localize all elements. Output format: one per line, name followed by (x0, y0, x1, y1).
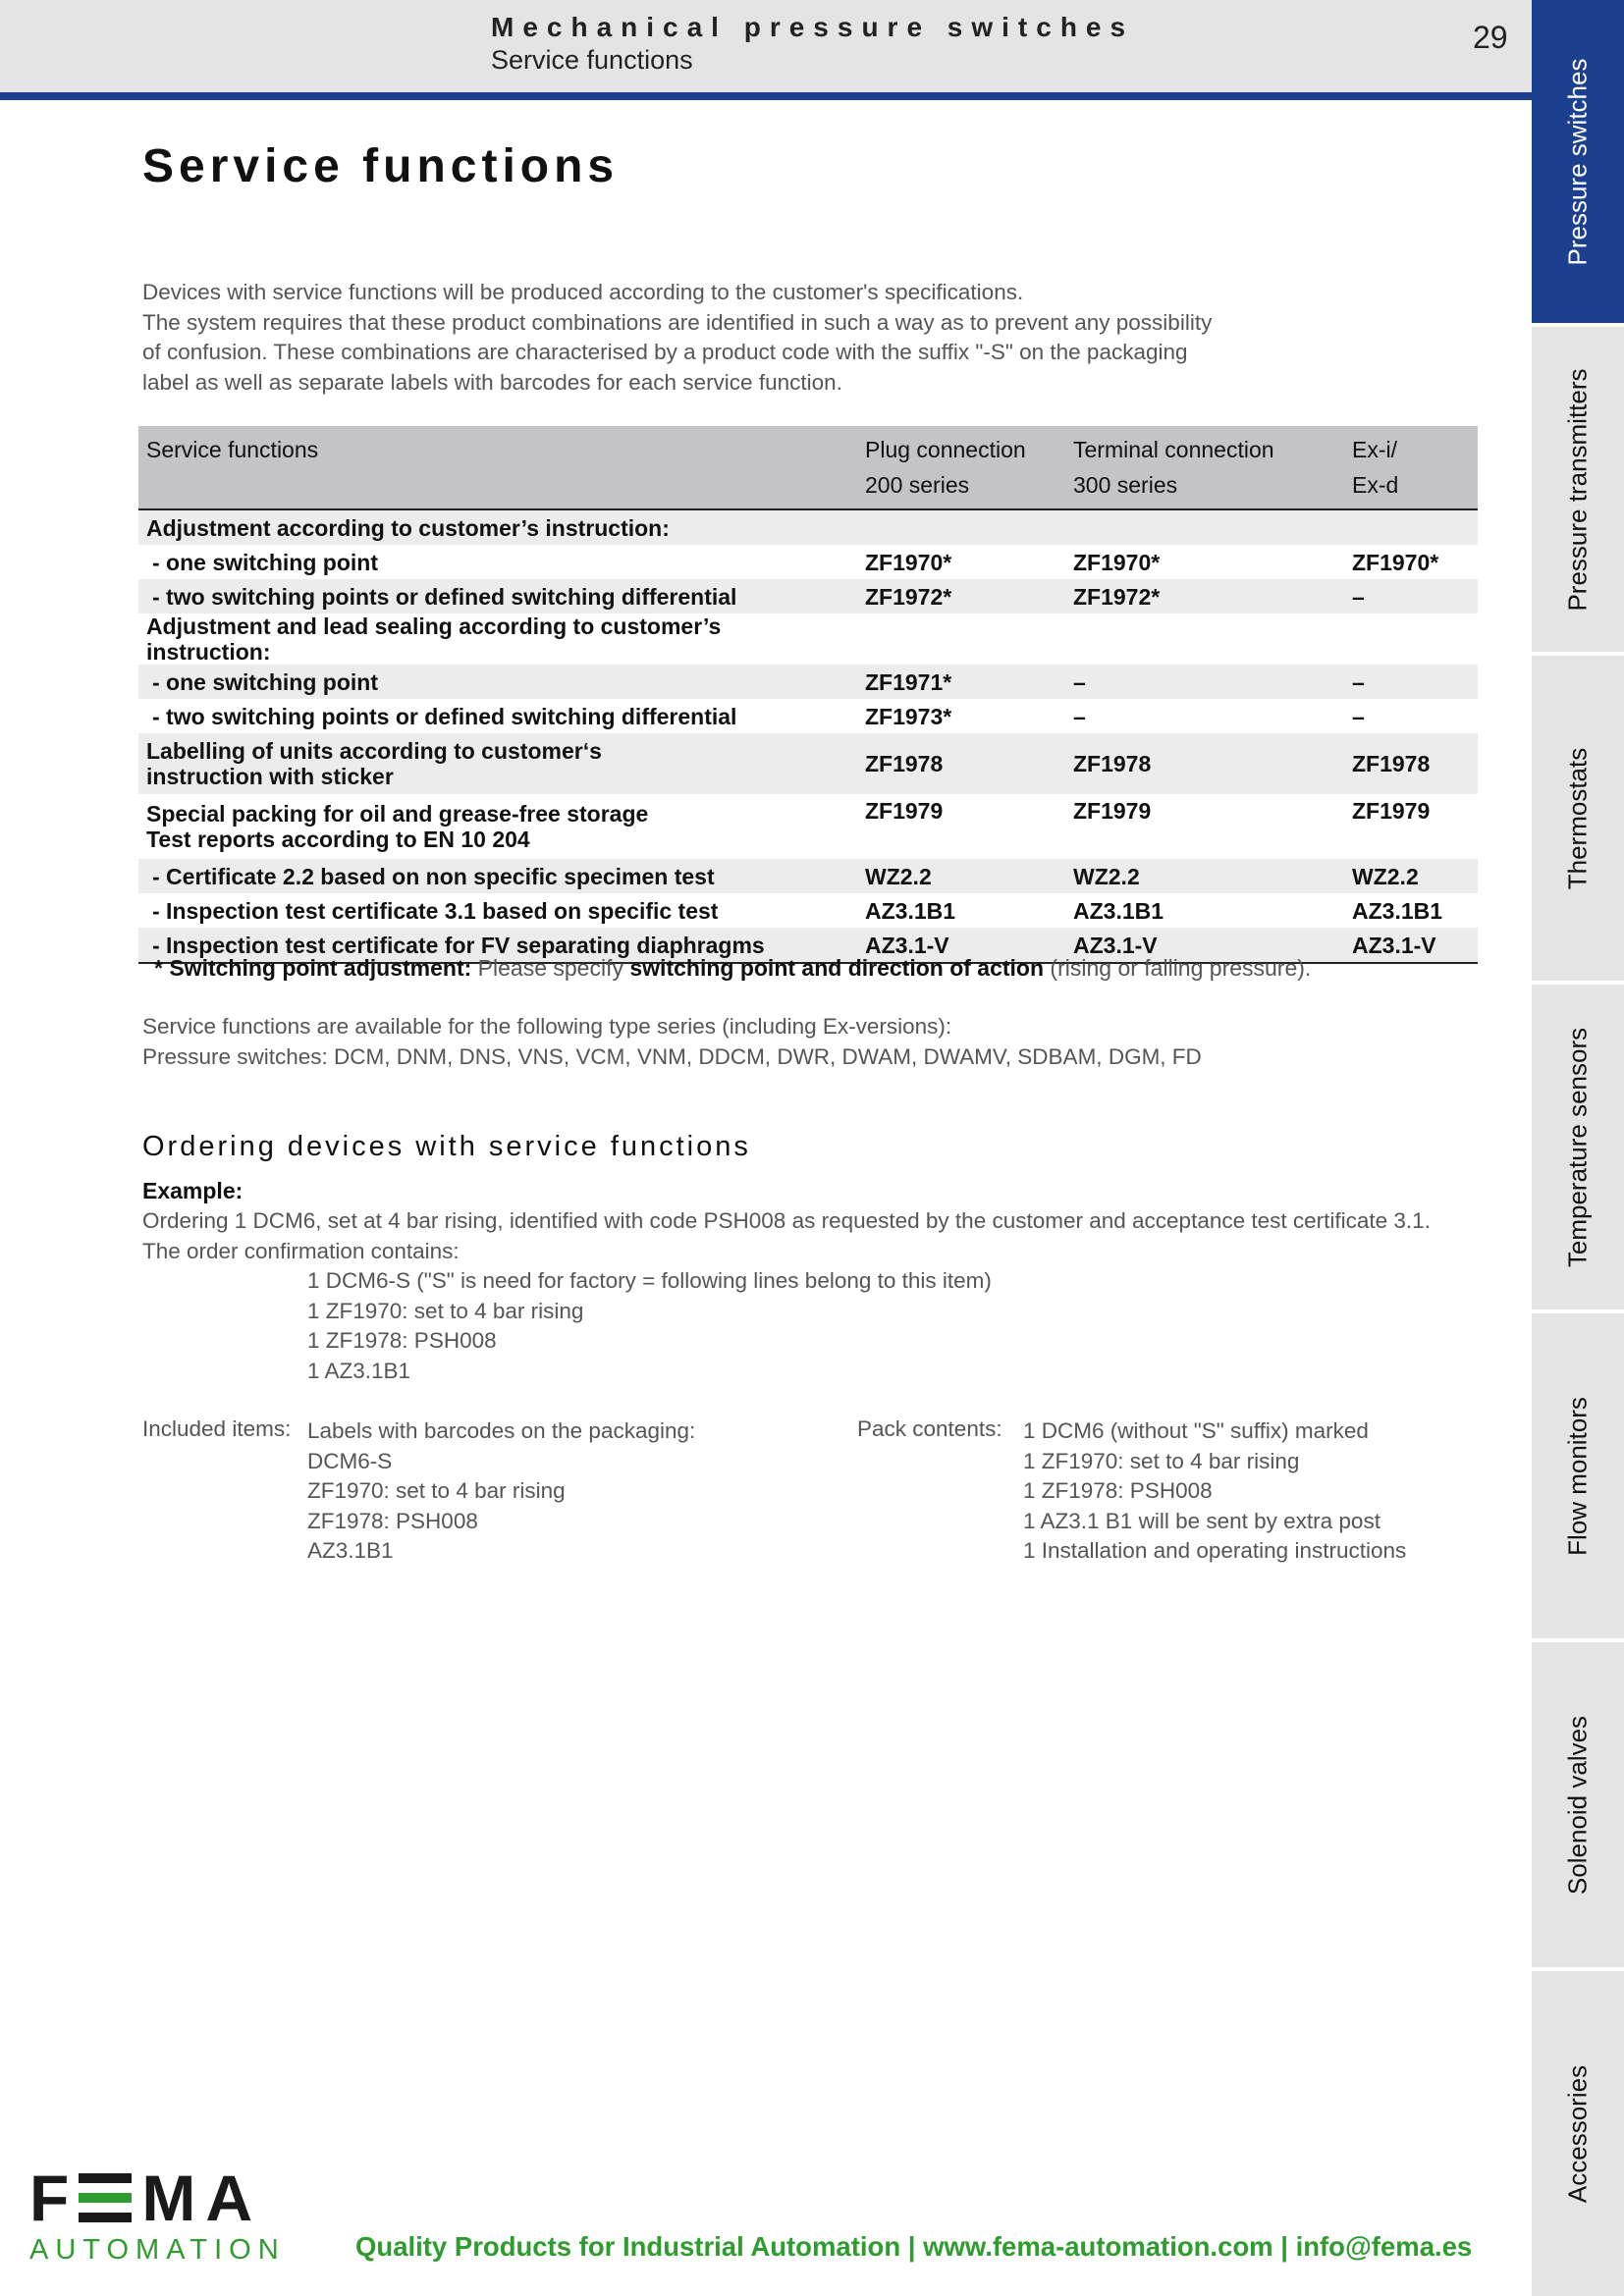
availability-paragraph: Service functions are available for the following type series (including Ex-versions): Pressure switches: DCM, DNM, DNS, VNS, VCM, VNM, DDCM, DWR, DWAM, DWAMV, SDBAM, DGM, FD (142, 1014, 1202, 1069)
pack-contents-label: Pack contents: (857, 1416, 1002, 1441)
pack-contents-list: 1 DCM6 (without "S" suffix) marked 1 ZF1970: set to 4 bar rising 1 ZF1978: PSH008 1 AZ3.1 B1 will be sent by extra post 1 Installation and operating instructions (1023, 1418, 1407, 1563)
page-header (0, 0, 1532, 92)
order-confirmation-lines: 1 DCM6-S ("S" is need for factory = following lines belong to this item) 1 ZF1970: set to 4 bar rising 1 ZF1978: PSH008 1 AZ3.1B1 (307, 1268, 992, 1383)
column-header-service-functions: Service functions (138, 426, 857, 509)
side-tab-pressure-switches[interactable]: Pressure switches (1532, 0, 1624, 327)
page-title: Service functions (142, 140, 620, 192)
service-functions-table (138, 426, 1478, 964)
table-row: - one switching point ZF1970* ZF1970* ZF1970* (152, 549, 1439, 575)
table-row: - Certificate 2.2 based on non specific specimen test WZ2.2 WZ2.2 WZ2.2 (138, 859, 1478, 893)
side-tab-thermostats[interactable]: Thermostats (1532, 656, 1624, 985)
table-row: - two switching points or defined switching differential ZF1972* ZF1972* – (138, 579, 1478, 614)
ordering-section-title: Ordering devices with service functions (142, 1131, 751, 1162)
header-divider (0, 92, 1532, 100)
header-title: Mechanical pressure switches (491, 12, 1135, 42)
table-row: - Inspection test certificate for FV separating diaphragms AZ3.1-V AZ3.1-V AZ3.1-V (138, 928, 1478, 963)
table-header-row (138, 426, 1478, 509)
side-tab-pressure-transmitters[interactable]: Pressure transmitters (1532, 327, 1624, 656)
table-row: Special packing for oil and grease-free storage Test reports according to EN 10 204 ZF1979 ZF1979 ZF1979 (146, 798, 1431, 852)
side-tab-temperature-sensors[interactable]: Temperature sensors (1532, 985, 1624, 1313)
side-tab-nav (1532, 0, 1624, 2296)
footer-tagline: Quality Products for Industrial Automation | www.fema-automation.com | info@fema.es (355, 2231, 1473, 2262)
table-row: Labelling of units according to customer‘s instruction with sticker ZF1978 ZF1978 ZF1978 (138, 733, 1478, 794)
column-header-plug-connection: Plug connection 200 series (857, 426, 1065, 509)
example-label: Example: (142, 1178, 244, 1203)
header-subtitle: Service functions (491, 45, 693, 75)
table-row: - two switching points or defined switching differential ZF1973* – – (152, 703, 1365, 729)
side-tab-accessories[interactable]: Accessories (1532, 1971, 1624, 2296)
intro-paragraph: Devices with service functions will be produced according to the customer's specifications. The system requires that these product combinations are identified in such a way as to prevent any possibility of confusion. These combinations are characterised by a product code with the suffix "-S" on the packaging label as well as separate labels with barcodes for each service function. (142, 280, 1213, 395)
logo-subtitle: AUTOMATION (29, 2234, 286, 2266)
page-number: 29 (1473, 20, 1508, 55)
table-row: - one switching point ZF1971* – – (138, 665, 1478, 699)
table-row: - Inspection test certificate 3.1 based on specific test AZ3.1B1 AZ3.1B1 AZ3.1B1 (152, 897, 1443, 924)
table-row: Adjustment and lead sealing according to customer’s instruction: (146, 614, 722, 665)
included-items-list: Labels with barcodes on the packaging: DCM6-S ZF1970: set to 4 bar rising ZF1978: PSH008 AZ3.1B1 (307, 1418, 696, 1563)
example-text: Ordering 1 DCM6, set at 4 bar rising, identified with code PSH008 as requested by the customer and acceptance test certificate 3.1. The order confirmation contains: (142, 1208, 1431, 1263)
table-row: Adjustment according to customer’s instruction: (138, 509, 1478, 545)
included-items-label: Included items: (142, 1416, 292, 1441)
column-header-terminal-connection: Terminal connection 300 series (1065, 426, 1344, 509)
logo-e-mark-icon (79, 2171, 132, 2224)
side-tab-solenoid-valves[interactable]: Solenoid valves (1532, 1642, 1624, 1971)
column-header-ex: Ex-i/ Ex-d (1344, 426, 1478, 509)
logo-wordmark: F M A (29, 2162, 252, 2234)
side-tab-flow-monitors[interactable]: Flow monitors (1532, 1313, 1624, 1642)
switching-point-footnote: * Switching point adjustment: Please specify switching point and direction of action (rising or falling pressure). (154, 955, 1312, 981)
fema-logo (29, 2162, 286, 2267)
